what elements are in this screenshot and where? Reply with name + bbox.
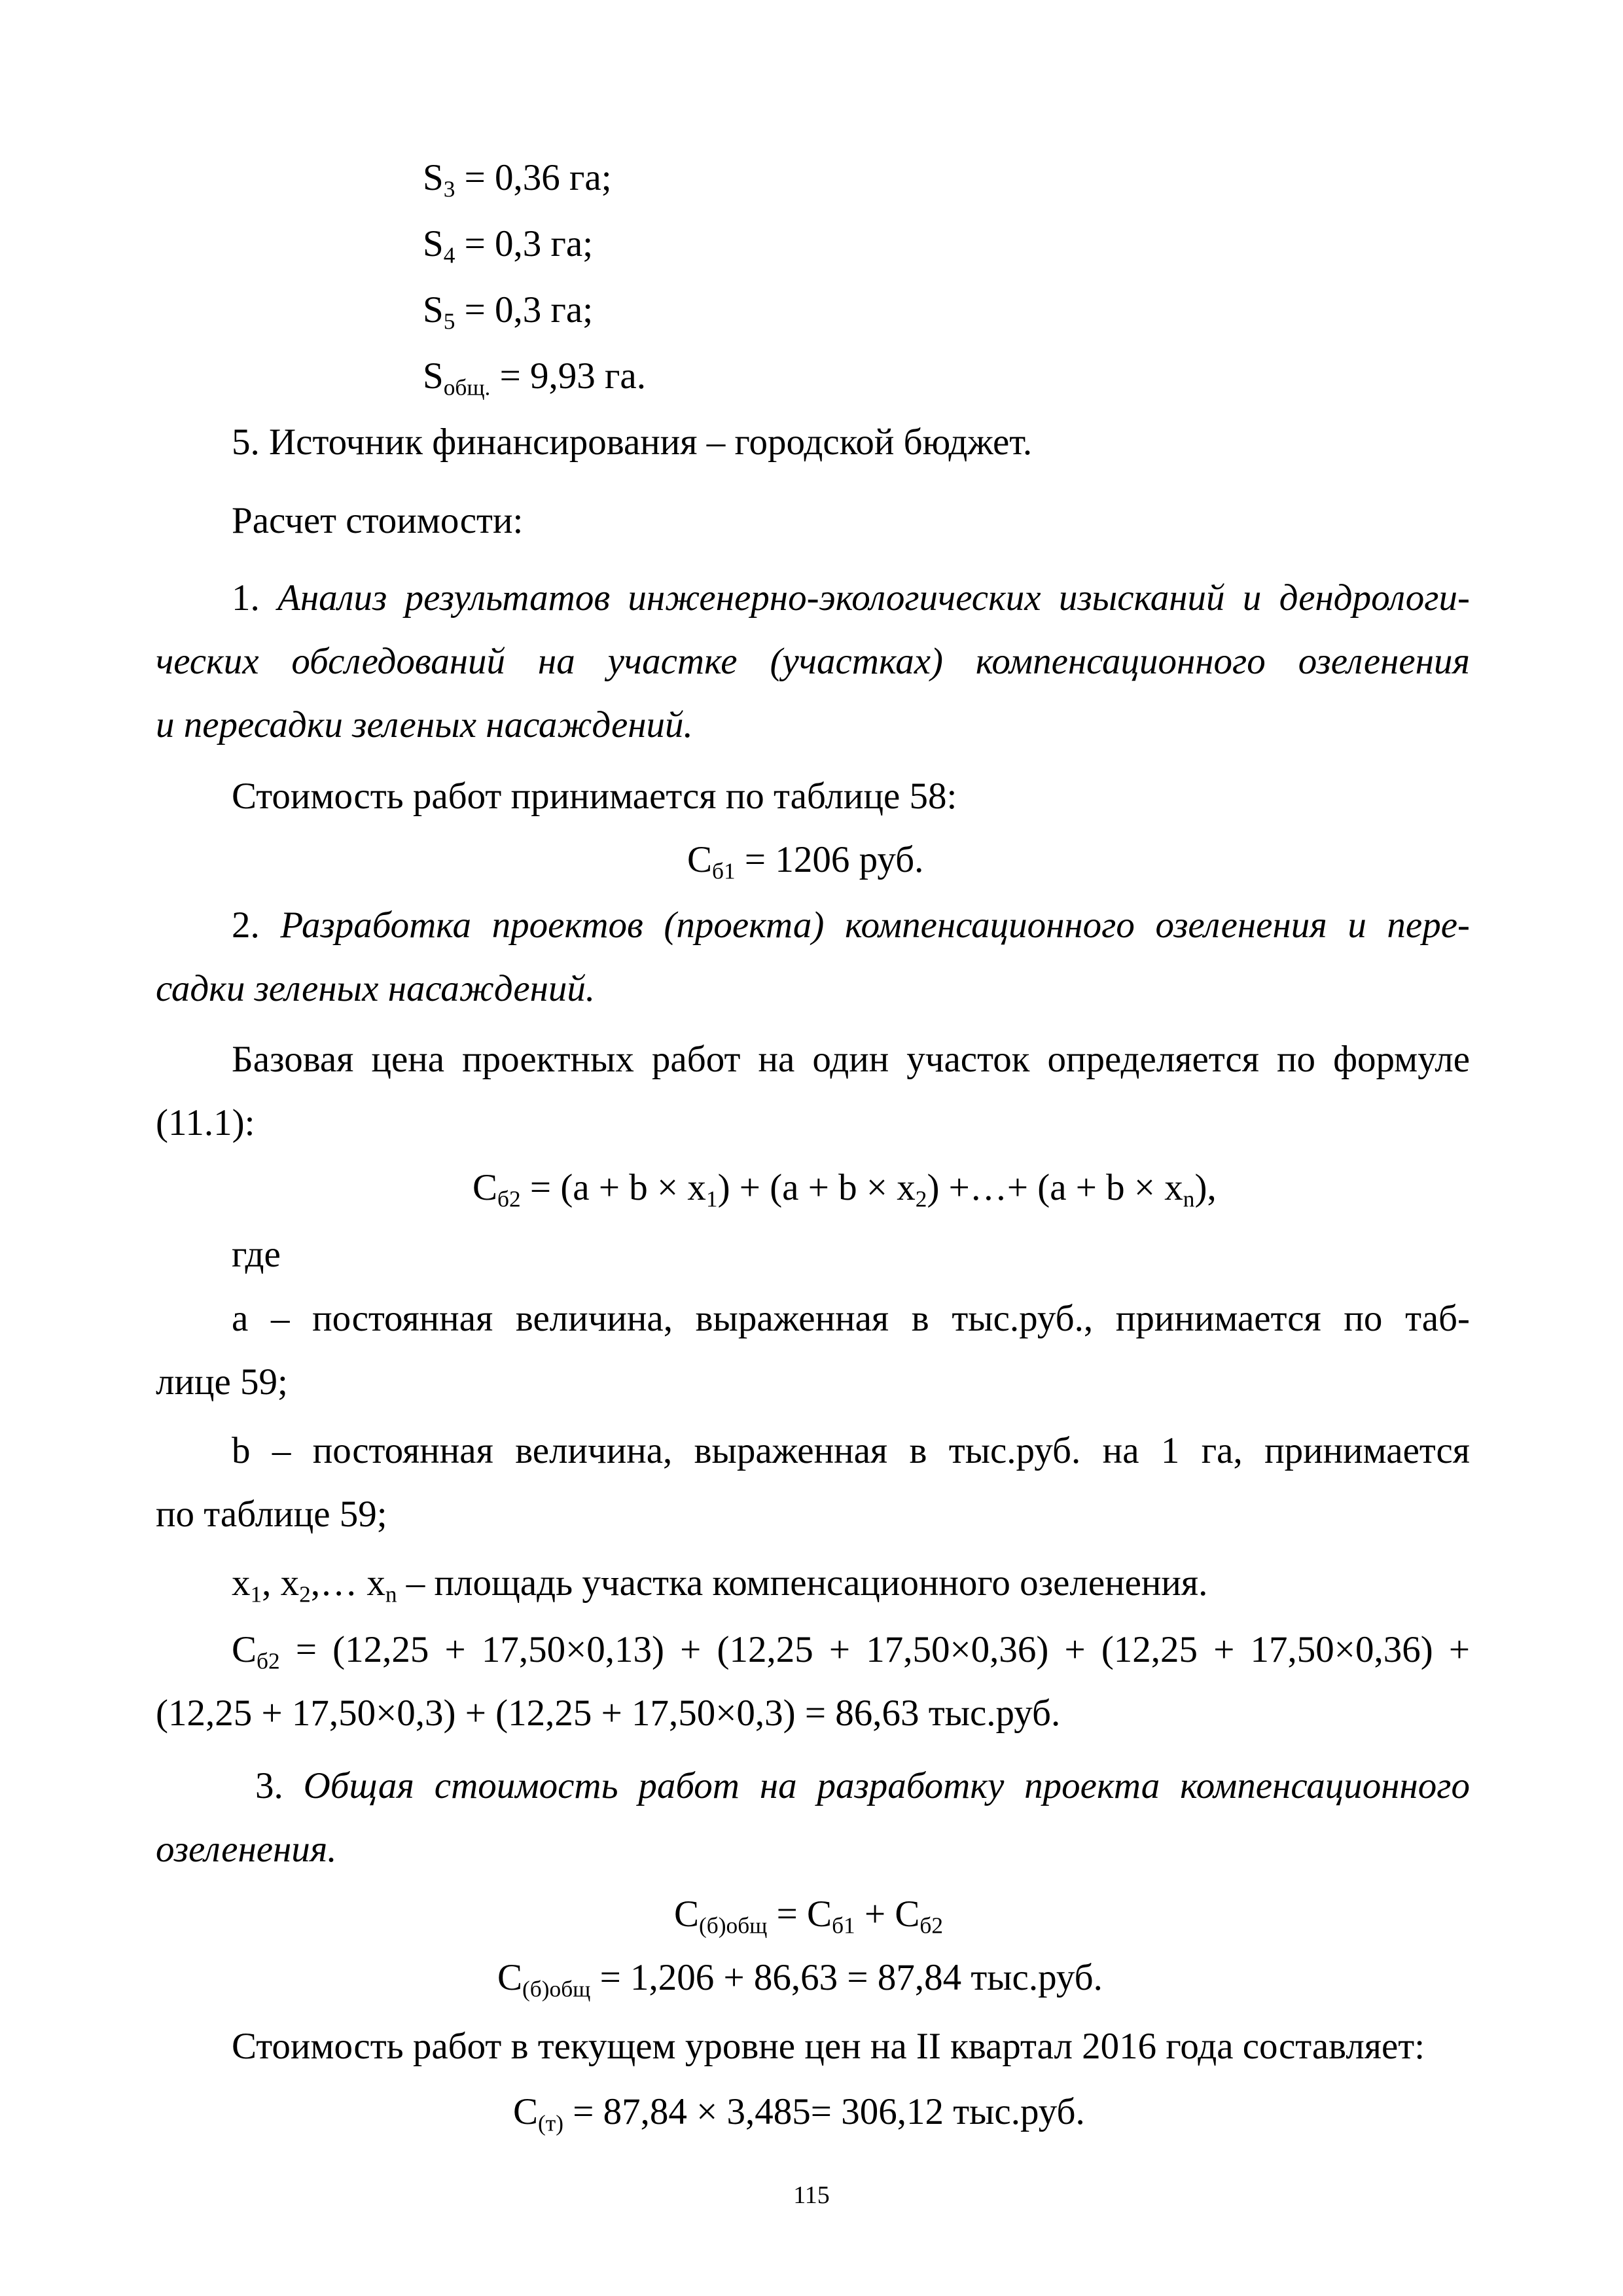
area-s5: $S_5 = 0,3$ га;: [423, 289, 594, 334]
final-formula: $С_{(т)} = 87,84 \times 3,485= 306,12$ тыс.руб.: [513, 2091, 1085, 2136]
item3-title-line1: 3. Общая стоимость работ на разработку проекта компенсационного: [255, 1765, 1470, 1806]
item2-formula: $С_{б2} = (a + b \times x_1) + (a + b \times x_2)$ +…+ $(a + b \times x_n)$,: [473, 1167, 1217, 1212]
item2-title-line1: 2. Разработка проектов (проекта) компенсационного озеленения и пере-: [232, 905, 1470, 946]
def-x: $x_1$, $x_2,\dots$ $x_n$ – площадь участка компенсационного озеленения.: [232, 1562, 1208, 1607]
item1-formula: $С_{б1} = 1206$ руб.: [687, 839, 924, 884]
current-price-text: Стоимость работ в текущем уровне цен на II квартал 2016 года составляет:: [232, 2026, 1425, 2067]
def-a-line2: лице 59;: [156, 1361, 288, 1403]
item2-calc-line1: $С_{б2} = (12,25 + 17,50\times 0,13) + (12,25 + 17,50\times 0,36) + (12,25 + 17,50\times 0,36)$ +: [232, 1629, 1470, 1674]
item3-formula1: $С_{(б)общ} = С_{б1} + С_{б2}$: [674, 1893, 944, 1939]
area-s4: $S_4 = 0,3$ га;: [423, 223, 594, 268]
where-label: где: [232, 1234, 281, 1275]
item3-formula2: $С_{(б)общ} = 1,206 + 86,63 = 87,84$ тыс.руб.: [497, 1957, 1103, 2002]
item2-title-line2: садки зеленых насаждений.: [156, 968, 596, 1009]
item1-text: Стоимость работ принимается по таблице 58:: [232, 776, 957, 817]
def-b-line1: b – постоянная величина, выраженная в тыс.руб. на 1 га, принимается: [232, 1430, 1470, 1471]
item1-title-line1: 1. Анализ результатов инженерно-экологических изысканий и дендрологи-: [232, 577, 1470, 619]
item2-calc-line2: (12,25 + 17,50×0,3) + (12,25 + 17,50×0,3) = 86,63 тыс.руб.: [156, 1693, 1061, 1734]
calc-title: Расчет стоимости:: [232, 500, 524, 541]
page-number: 115: [793, 2181, 830, 2209]
def-a-line1: a – постоянная величина, выраженная в тыс.руб., принимается по таб-: [232, 1298, 1470, 1339]
item1-title-line2: ческих обследований на участке (участках) компенсационного озеленения: [156, 641, 1470, 682]
funding-source: 5. Источник финансирования – городской бюджет.: [232, 422, 1033, 463]
item2-text-line1: Базовая цена проектных работ на один участок определяется по формуле: [232, 1039, 1470, 1080]
item1-title-line3: и пересадки зеленых насаждений.: [156, 704, 693, 745]
item2-text-line2: (11.1):: [156, 1102, 255, 1143]
area-s3: $S_3 = 0,36$ га;: [423, 157, 612, 202]
item3-title-line2: озеленения.: [156, 1829, 337, 1870]
def-b-line2: по таблице 59;: [156, 1494, 387, 1535]
area-total: $S_{общ.} = 9,93$ га.: [423, 355, 646, 401]
